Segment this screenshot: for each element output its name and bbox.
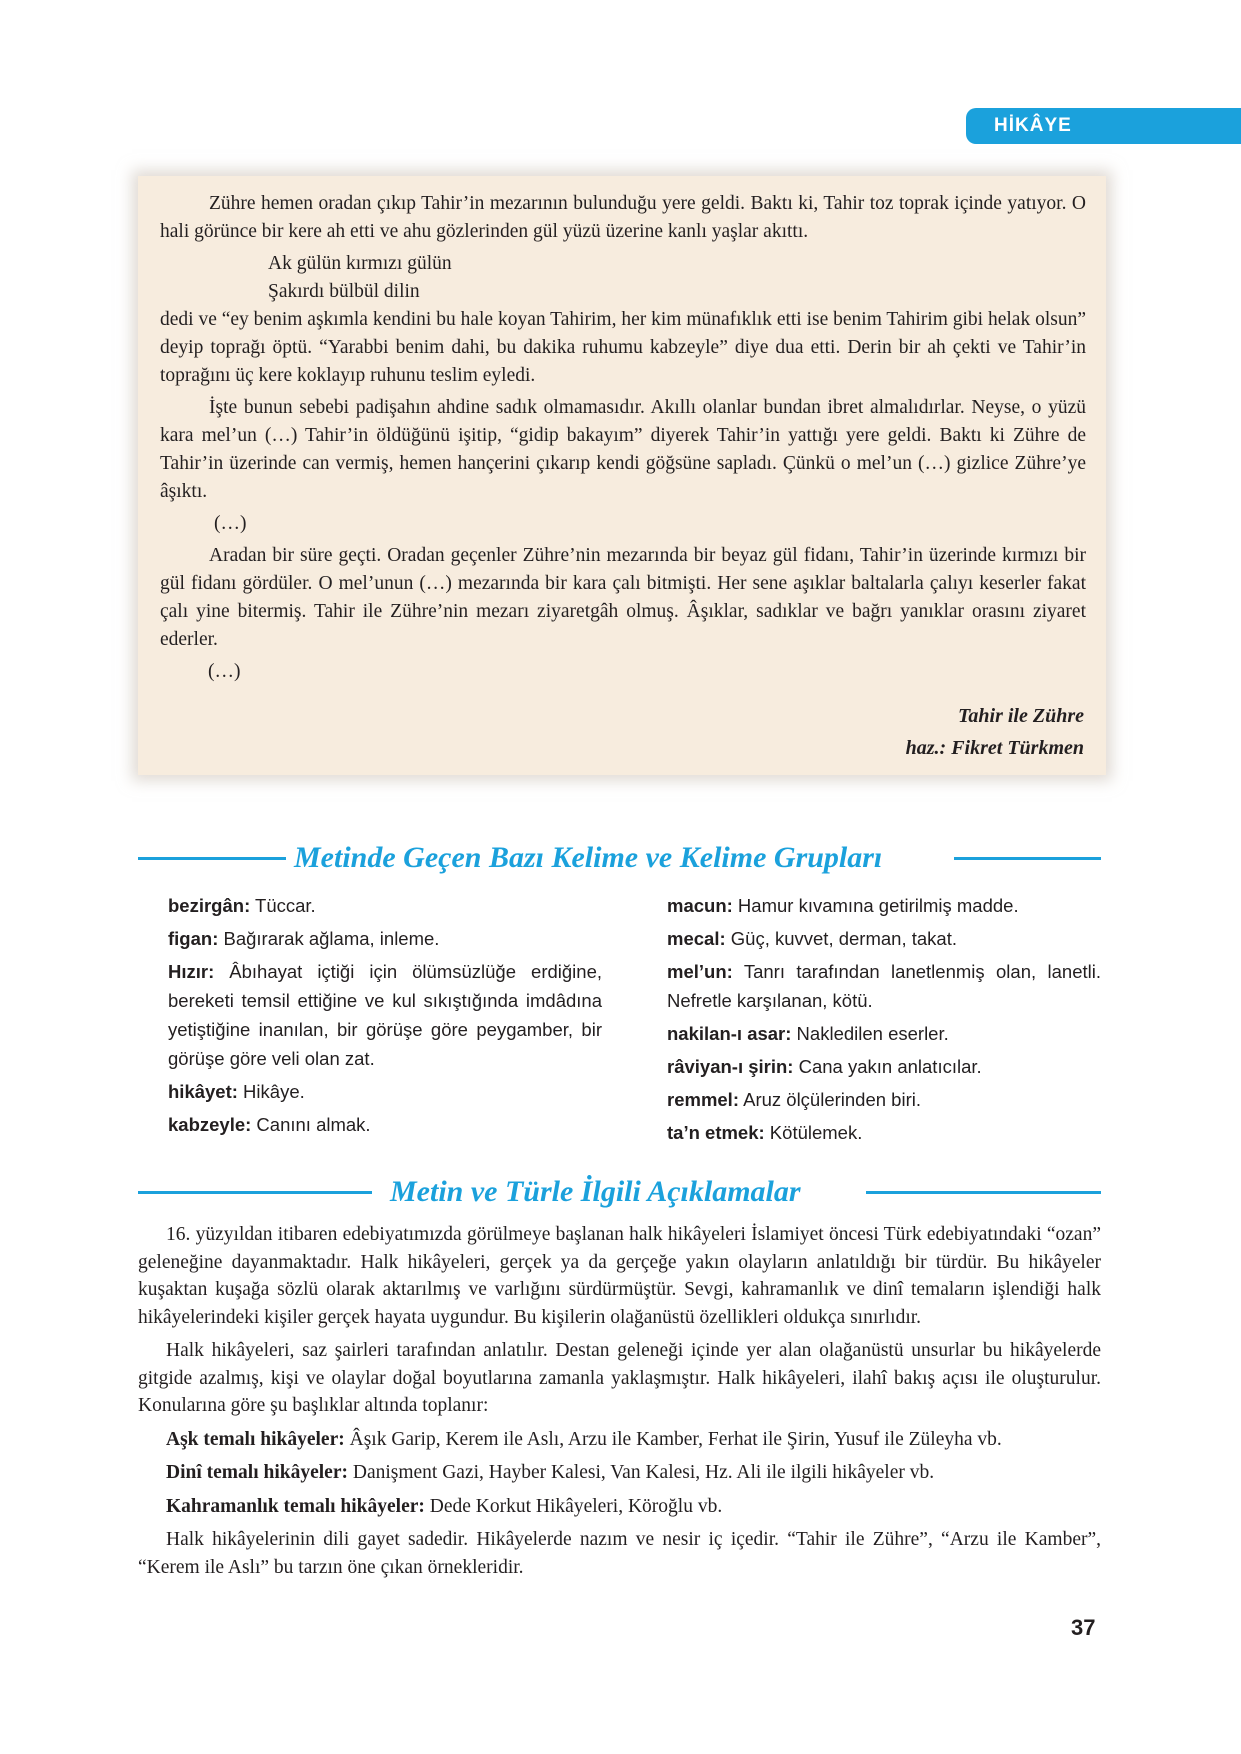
excerpt-paragraph: Zühre hemen oradan çıkıp Tahir’in mezarının bulunduğu yere geldi. Baktı ki, Tahir toz toprak içinde yatıyor. O hali görünce bir kere ah etti ve ahu gözlerinden gül yüzü üzerine kanlı yaşlar akıttı.: [160, 193, 1086, 242]
excerpt-box: [138, 176, 1106, 775]
category-item: [138, 1493, 1101, 1521]
heading-rule: [866, 1191, 1101, 1194]
heading-rule: [138, 1191, 372, 1194]
glossary-definition: Nakledilen eserler.: [791, 1023, 949, 1044]
glossary-entry: [667, 1085, 1101, 1114]
glossary-term: figan:: [168, 928, 219, 949]
glossary-definition: Güç, kuvvet, derman, takat.: [725, 928, 957, 949]
glossary-entry: [667, 924, 1101, 953]
glossary-term: mecal:: [667, 928, 726, 949]
category-text: Danişment Gazi, Hayber Kalesi, Van Kalesi, Hz. Ali ile ilgili hikâyeler vb.: [347, 1462, 935, 1483]
glossary-term: mel’un:: [667, 961, 733, 982]
glossary-definition: Kötülemek.: [764, 1122, 863, 1143]
glossary-definition: Bağırarak ağlama, inleme.: [218, 928, 440, 949]
glossary-entry: [667, 1019, 1101, 1048]
heading-rule: [954, 857, 1101, 860]
glossary-definition: Canını almak.: [251, 1114, 371, 1135]
page-number: 37: [1071, 1615, 1096, 1640]
glossary-term: râviyan-ı şirin:: [667, 1056, 794, 1077]
source-author: haz.: Fikret Türkmen: [905, 737, 1084, 759]
excerpt-paragraph: İşte bunun sebebi padişahın ahdine sadık olmamasıdır. Akıllı olanlar bundan ibret almalıdırlar. Neyse, o yüzü kara mel’un (…) Tahir’in öldüğünü işitip, “gidip bakayım” diyerek Tahir’in yattığı yere geldi. Baktı ki Zühre de Tahir’in üzerinde can vermiş, hemen hançerini çıkarıp kendi göğsüne sapladı. Çünkü o mel’un (…) gizlice Zühre’ye âşıktı.: [160, 397, 1086, 502]
glossary-definition: Hamur kıvamına getirilmiş madde.: [732, 895, 1019, 916]
source-title: Tahir ile Zühre: [958, 705, 1084, 727]
glossary-entry: [168, 924, 602, 953]
explanations-heading: [0, 1172, 1241, 1212]
explanations-paragraph: Halk hikâyelerinin dili gayet sadedir. Hikâyelerde nazım ve nesir iç içedir. “Tahir ile Zühre”, “Arzu ile Kamber”, “Kerem ile Aslı” bu tarzın öne çıkan örnekleridir.: [138, 1529, 1101, 1578]
explanations-body: [138, 1221, 1101, 1587]
glossary-definition: Hikâye.: [237, 1081, 305, 1102]
glossary-term: ta’n etmek:: [667, 1122, 765, 1143]
glossary-term: Hızır:: [168, 961, 215, 982]
glossary-entry: [168, 1077, 602, 1106]
verse-line: Şakırdı bülbül dilin: [268, 281, 420, 302]
glossary-term: remmel:: [667, 1089, 739, 1110]
heading-rule: [138, 857, 286, 860]
glossary-definition: Âbıhayat içtiği için ölümsüzlüğe erdiğine, bereketi temsil ettiğine ve kul sıkıştığında imdâdına yetiştiğine inanılan, bir görüşe göre peygamber, bir görüşe göre veli olan zat.: [168, 961, 602, 1069]
category-item: [138, 1459, 1101, 1487]
glossary-left-column: [168, 891, 602, 1143]
glossary-term: hikâyet:: [168, 1081, 238, 1102]
glossary-title: Metinde Geçen Bazı Kelime ve Kelime Grupları: [294, 841, 883, 874]
glossary-entry: [168, 1110, 602, 1139]
glossary-definition: Aruz ölçülerinden biri.: [738, 1089, 921, 1110]
verse-line: Ak gülün kırmızı gülün: [268, 253, 452, 274]
explanations-title: Metin ve Türle İlgili Açıklamalar: [390, 1175, 801, 1208]
glossary-entry: [667, 1052, 1101, 1081]
explanations-paragraph: Halk hikâyeleri, saz şairleri tarafından anlatılır. Destan geleneği içinde yer alan olağanüstü unsurlar bu hikâyelerde gitgide azalmış, kişi ve olaylar doğal boyutlarına zamanla yaklaşmıştır. Halk hikâyeleri, ilahî bakış açısı ile oluşturulur. Konularına göre şu başlıklar altında toplanır:: [138, 1340, 1101, 1416]
glossary-heading: [0, 838, 1241, 878]
glossary-entry: [667, 891, 1101, 920]
category-text: Dede Korkut Hikâyeleri, Köroğlu vb.: [424, 1495, 723, 1517]
excerpt-paragraph: dedi ve “ey benim aşkımla kendini bu hale koyan Tahirim, her kim münafıklık etti ise benim Tahirim gibi helak olsun” deyip toprağı öptü. “Yarabbi benim dahi, bu dakika ruhumu kabzeyle” diye dua etti. Derin bir ah çekti ve Tahir’in toprağını üç kere koklayıp ruhunu teslim eyledi.: [160, 309, 1086, 386]
excerpt-paragraph: Aradan bir süre geçti. Oradan geçenler Zühre’nin mezarında bir beyaz gül fidanı, Tahir’in üzerinde kırmızı bir gül fidanı gördüler. O mel’unun (…) mezarında bir kara çalı bitmişti. Her sene aşıklar baltalarla çalıyı keserler fakat çalı yine bitermiş. Tahir ile Zühre’nin mezarı ziyaretgâh olmuş. Âşıklar, sadıklar ve bağrı yanıklar orasını ziyaret ederler.: [160, 545, 1086, 650]
category-label: Kahramanlık temalı hikâyeler:: [166, 1495, 425, 1517]
glossary-entry: [168, 891, 602, 920]
glossary-entry: [667, 957, 1101, 1015]
category-text: Âşık Garip, Kerem ile Aslı, Arzu ile Kamber, Ferhat ile Şirin, Yusuf ile Züleyha vb.: [344, 1428, 1002, 1450]
excerpt-text: [160, 190, 1086, 686]
glossary-term: nakilan-ı asar:: [667, 1023, 792, 1044]
category-item: [138, 1426, 1101, 1454]
glossary-term: kabzeyle:: [168, 1114, 252, 1135]
glossary-definition: Cana yakın anlatıcılar.: [793, 1056, 982, 1077]
category-label: Aşk temalı hikâyeler:: [166, 1428, 345, 1450]
explanations-paragraph: 16. yüzyıldan itibaren edebiyatımızda görülmeye başlanan halk hikâyeleri İslamiyet öncesi Türk edebiyatındaki “ozan” geleneğine dayanmaktadır. Halk hikâyeleri, gerçek ya da gerçeğe yakın olayların anlatıldığı bir türdür. Bu hikâyeler kuşaktan kuşağa sözlü olarak aktarılmış ve varlığını sürdürmüştür. Sevgi, kahramanlık ve dinî temaların işlendiği halk hikâyelerindeki kişiler gerçek hayata uygundur. Bu kişilerin olağanüstü özellikleri oldukça sınırlıdır.: [138, 1224, 1101, 1328]
glossary-definition: Tanrı tarafından lanetlenmiş olan, lanetli. Nefretle karşılanan, kötü.: [667, 961, 1101, 1011]
glossary-entry: [667, 1118, 1101, 1147]
glossary-term: bezirgân:: [168, 895, 251, 916]
ellipsis: (…): [214, 513, 247, 534]
source-citation: [906, 700, 1084, 764]
section-tab: HİKÂYE: [966, 108, 1241, 144]
category-label: Dinî temalı hikâyeler:: [166, 1462, 348, 1483]
glossary-right-column: [667, 891, 1101, 1151]
glossary-entry: [168, 957, 602, 1073]
ellipsis: (…): [208, 661, 241, 682]
glossary-term: macun:: [667, 895, 733, 916]
glossary-definition: Tüccar.: [250, 895, 316, 916]
